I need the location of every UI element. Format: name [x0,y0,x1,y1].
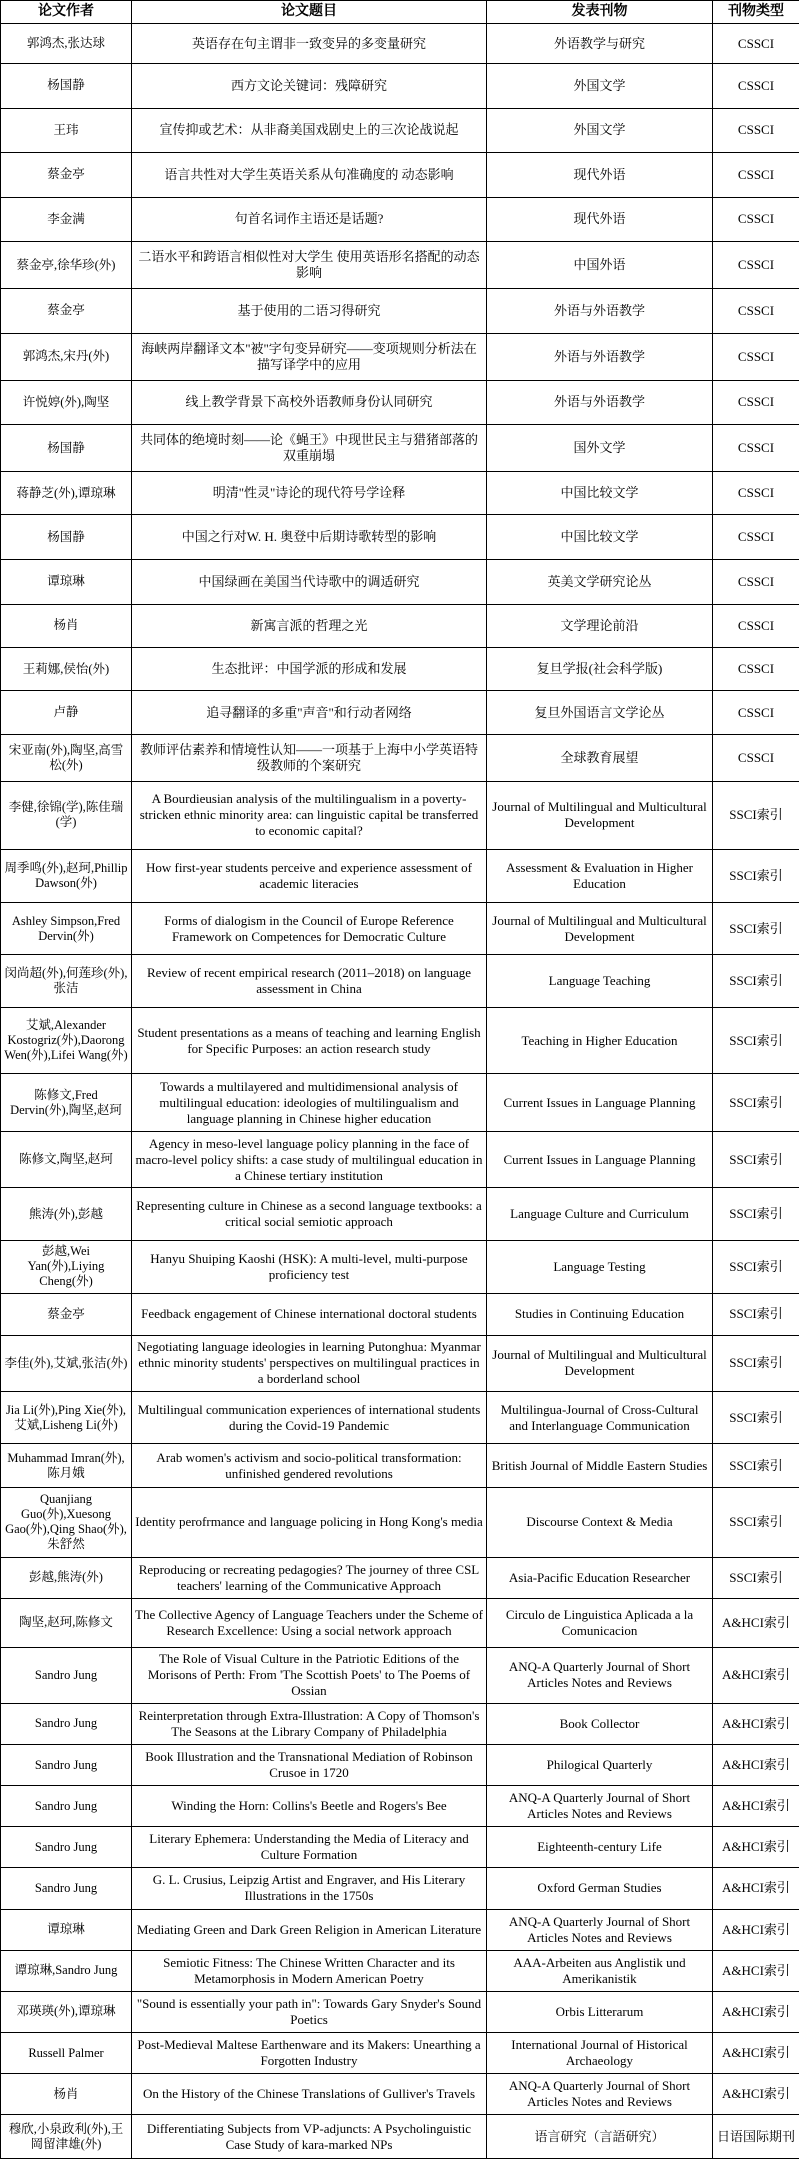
cell-title: The Collective Agency of Language Teachers under the Scheme of Research Excellence: Using a social network approach [132,1598,487,1647]
cell-type: CSSCI [713,64,799,109]
cell-type: CSSCI [713,471,799,514]
cell-journal: Current Issues in Language Planning [487,1074,713,1132]
cell-author: 许悦婷(外),陶坚 [1,380,132,425]
cell-author: 杨国静 [1,425,132,472]
cell-type: A&HCI索引 [713,1703,799,1744]
table-row [1,1991,799,2032]
table-row [1,515,799,560]
cell-journal: Current Issues in Language Planning [487,1132,713,1188]
table-row [1,289,799,334]
cell-author: Sandro Jung [1,1868,132,1909]
table-row [1,2074,799,2115]
table-row [1,197,799,242]
cell-type: A&HCI索引 [713,1868,799,1909]
cell-type: CSSCI [713,734,799,781]
cell-author: 蔡金亭,徐华珍(外) [1,242,132,289]
cell-author: 李佳(外),艾斌,张洁(外) [1,1335,132,1391]
header-author: 论文作者 [1,1,132,24]
cell-journal: 英美文学研究论丛 [487,559,713,604]
cell-author: 郭鸿杰,宋丹(外) [1,333,132,380]
table-row [1,333,799,380]
cell-type: A&HCI索引 [713,1827,799,1868]
cell-journal: Philogical Quarterly [487,1744,713,1785]
cell-type: CSSCI [713,153,799,198]
cell-author: 杨国静 [1,64,132,109]
cell-author: 蔡金亭 [1,289,132,334]
cell-journal: Language Teaching [487,955,713,1008]
cell-type: SSCI索引 [713,1074,799,1132]
cell-title: 教师评估素养和情境性认知——一项基于上海中小学英语特级教师的个案研究 [132,734,487,781]
cell-type: A&HCI索引 [713,1598,799,1647]
cell-journal: 语言研究（言語研究） [487,2115,713,2159]
cell-title: Differentiating Subjects from VP-adjuncts: A Psycholinguistic Case Study of kara-marked NPs [132,2115,487,2159]
cell-type: SSCI索引 [713,1188,799,1241]
header-row [1,1,799,24]
cell-title: Negotiating language ideologies in learning Putonghua: Myanmar ethnic minority students' perspectives on multilingual practices in a borderland school [132,1335,487,1391]
cell-type: CSSCI [713,559,799,604]
cell-type: CSSCI [713,242,799,289]
cell-author: 王玮 [1,108,132,153]
cell-author: 谭琼琳,Sandro Jung [1,1950,132,1991]
cell-title: G. L. Crusius, Leipzig Artist and Engraver, and His Literary Illustrations in the 1750s [132,1868,487,1909]
cell-type: SSCI索引 [713,1007,799,1073]
cell-type: CSSCI [713,515,799,560]
cell-type: CSSCI [713,333,799,380]
cell-author: 陈修文,陶坚,赵珂 [1,1132,132,1188]
cell-journal: International Journal of Historical Archaeology [487,2032,713,2073]
cell-title: 追寻翻译的多重"声音"和行动者网络 [132,691,487,734]
cell-title: Book Illustration and the Transnational Mediation of Robinson Crusoe in 1720 [132,1744,487,1785]
cell-title: Agency in meso-level language policy planning in the face of macro-level policy shifts: a case study of multilingual education in a Chinese tertiary institution [132,1132,487,1188]
cell-type: SSCI索引 [713,1293,799,1335]
cell-title: Student presentations as a means of teaching and learning English for Specific Purposes: an action research study [132,1007,487,1073]
cell-type: SSCI索引 [713,850,799,903]
header-type: 刊物类型 [713,1,799,24]
table-row [1,1598,799,1647]
cell-title: 线上教学背景下高校外语教师身份认同研究 [132,380,487,425]
cell-journal: 全球教育展望 [487,734,713,781]
cell-journal: ANQ-A Quarterly Journal of Short Articles Notes and Reviews [487,1647,713,1703]
cell-journal: 外国文学 [487,108,713,153]
cell-author: Ashley Simpson,Fred Dervin(外) [1,902,132,955]
cell-title: Review of recent empirical research (2011–2018) on language assessment in China [132,955,487,1008]
cell-journal: Journal of Multilingual and Multicultural Development [487,902,713,955]
table-row [1,1074,799,1132]
cell-type: SSCI索引 [713,1557,799,1598]
cell-journal: Studies in Continuing Education [487,1293,713,1335]
cell-type: A&HCI索引 [713,1744,799,1785]
cell-type: SSCI索引 [713,955,799,1008]
cell-author: Quanjiang Guo(外),Xuesong Gao(外),Qing Shao(外),朱舒然 [1,1487,132,1557]
cell-journal: 中国比较文学 [487,471,713,514]
table-row [1,1868,799,1909]
cell-title: Identity perofrmance and language policing in Hong Kong's media [132,1487,487,1557]
cell-title: Towards a multilayered and multidimensional analysis of multilingual education: ideologies of multilingualism and language planning in Chinese higher education [132,1074,487,1132]
cell-title: Semiotic Fitness: The Chinese Written Character and its Metamorphosis in Modern American Poetry [132,1950,487,1991]
cell-title: 宣传抑或艺术：从非裔美国戏剧史上的三次论战说起 [132,108,487,153]
cell-type: SSCI索引 [713,1241,799,1294]
cell-title: 英语存在句主谓非一致变异的多变量研究 [132,24,487,64]
cell-author: Sandro Jung [1,1647,132,1703]
cell-title: Literary Ephemera: Understanding the Media of Literacy and Culture Formation [132,1827,487,1868]
cell-title: Reinterpretation through Extra-Illustration: A Copy of Thomson's The Seasons at the Library Company of Philadelphia [132,1703,487,1744]
cell-title: 共同体的绝境时刻——论《蝇王》中现世民主与猎猪部落的双重崩塌 [132,425,487,472]
cell-author: 谭琼琳 [1,1909,132,1950]
cell-title: 明清"性灵"诗论的现代符号学诠释 [132,471,487,514]
table-row [1,1909,799,1950]
cell-type: SSCI索引 [713,902,799,955]
cell-author: Sandro Jung [1,1827,132,1868]
cell-title: Reproducing or recreating pedagogies? The journey of three CSL teachers' learning of the Communicative Approach [132,1557,487,1598]
table-row [1,1444,799,1487]
cell-title: 语言共性对大学生英语关系从句准确度的 动态影响 [132,153,487,198]
cell-journal: Book Collector [487,1703,713,1744]
cell-type: CSSCI [713,604,799,647]
cell-type: 日语国际期刊 [713,2115,799,2159]
cell-title: 生态批评：中国学派的形成和发展 [132,647,487,690]
table-row [1,153,799,198]
cell-title: Post-Medieval Maltese Earthenware and its Makers: Unearthing a Forgotten Industry [132,2032,487,2073]
table-row [1,380,799,425]
cell-journal: Language Testing [487,1241,713,1294]
cell-author: 彭越,熊涛(外) [1,1557,132,1598]
cell-journal: Asia-Pacific Education Researcher [487,1557,713,1598]
table-row [1,1132,799,1188]
cell-type: SSCI索引 [713,1132,799,1188]
table-row [1,1241,799,1294]
table-row [1,902,799,955]
table-body [1,24,799,2159]
table-row [1,1827,799,1868]
cell-author: 陈修文,Fred Dervin(外),陶坚,赵珂 [1,1074,132,1132]
cell-title: A Bourdieusian analysis of the multilingualism in a poverty-stricken ethnic minority area: can linguistic capital be transferred to economic capital? [132,781,487,850]
table-row [1,1647,799,1703]
cell-author: 熊涛(外),彭越 [1,1188,132,1241]
cell-title: Winding the Horn: Collins's Beetle and Rogers's Bee [132,1786,487,1827]
cell-author: 穆欣,小泉政利(外),王岡留津雄(外) [1,2115,132,2159]
cell-author: 郭鸿杰,张达球 [1,24,132,64]
cell-type: CSSCI [713,647,799,690]
cell-type: SSCI索引 [713,1487,799,1557]
table-row [1,425,799,472]
cell-journal: 中国比较文学 [487,515,713,560]
cell-author: 李健,徐锦(学),陈佳瑞(学) [1,781,132,850]
cell-journal: AAA-Arbeiten aus Anglistik und Amerikanistik [487,1950,713,1991]
table-row [1,1293,799,1335]
cell-journal: Orbis Litterarum [487,1991,713,2032]
cell-title: Multilingual communication experiences of international students during the Covid-19 Pandemic [132,1391,487,1444]
table-row [1,1335,799,1391]
cell-author: Muhammad Imran(外),陈月娥 [1,1444,132,1487]
cell-journal: 外国文学 [487,64,713,109]
table-row [1,734,799,781]
cell-type: CSSCI [713,380,799,425]
table-row [1,471,799,514]
cell-journal: 外语与外语教学 [487,333,713,380]
cell-journal: British Journal of Middle Eastern Studies [487,1444,713,1487]
cell-type: A&HCI索引 [713,1786,799,1827]
cell-author: 杨肖 [1,2074,132,2115]
cell-title: How first-year students perceive and experience assessment of academic literacies [132,850,487,903]
table-row [1,647,799,690]
cell-author: 彭越,Wei Yan(外),Liying Cheng(外) [1,1241,132,1294]
cell-author: Russell Palmer [1,2032,132,2073]
cell-type: SSCI索引 [713,781,799,850]
cell-journal: 中国外语 [487,242,713,289]
cell-journal: Discourse Context & Media [487,1487,713,1557]
cell-type: A&HCI索引 [713,1991,799,2032]
cell-type: CSSCI [713,197,799,242]
table-row [1,1786,799,1827]
cell-title: 中国之行对W. H. 奥登中后期诗歌转型的影响 [132,515,487,560]
table-row [1,24,799,64]
cell-journal: 国外文学 [487,425,713,472]
cell-author: 蔡金亭 [1,153,132,198]
cell-type: CSSCI [713,425,799,472]
cell-title: Forms of dialogism in the Council of Europe Reference Framework on Competences for Democratic Culture [132,902,487,955]
cell-author: 杨国静 [1,515,132,560]
cell-type: A&HCI索引 [713,1950,799,1991]
cell-author: 王莉娜,侯怡(外) [1,647,132,690]
cell-author: 卢静 [1,691,132,734]
cell-type: CSSCI [713,289,799,334]
cell-title: 海峡两岸翻译文本"被"字句变异研究——变项规则分析法在描写译学中的应用 [132,333,487,380]
table-row [1,1391,799,1444]
cell-author: Sandro Jung [1,1786,132,1827]
cell-journal: 复旦外国语言文学论丛 [487,691,713,734]
cell-title: Representing culture in Chinese as a second language textbooks: a critical social semiotic approach [132,1188,487,1241]
table-row [1,1950,799,1991]
cell-author: Sandro Jung [1,1703,132,1744]
cell-author: 李金满 [1,197,132,242]
cell-type: A&HCI索引 [713,2074,799,2115]
cell-title: Arab women's activism and socio-political transformation: unfinished gendered revolutions [132,1444,487,1487]
table-row [1,850,799,903]
cell-journal: Journal of Multilingual and Multicultural Development [487,1335,713,1391]
table-row [1,604,799,647]
cell-author: 陶坚,赵珂,陈修文 [1,1598,132,1647]
cell-type: CSSCI [713,24,799,64]
cell-journal: 外语与外语教学 [487,289,713,334]
cell-title: 句首名词作主语还是话题? [132,197,487,242]
cell-journal: 现代外语 [487,153,713,198]
cell-journal: Assessment & Evaluation in Higher Education [487,850,713,903]
cell-journal: 现代外语 [487,197,713,242]
cell-title: 二语水平和跨语言相似性对大学生 使用英语形名搭配的动态影响 [132,242,487,289]
cell-title: 基于使用的二语习得研究 [132,289,487,334]
cell-type: CSSCI [713,108,799,153]
table-row [1,781,799,850]
cell-journal: 复旦学报(社会科学版) [487,647,713,690]
cell-title: On the History of the Chinese Translations of Gulliver's Travels [132,2074,487,2115]
cell-journal: 文学理论前沿 [487,604,713,647]
cell-type: A&HCI索引 [713,1647,799,1703]
cell-title: "Sound is essentially your path in": Towards Gary Snyder's Sound Poetics [132,1991,487,2032]
cell-journal: Language Culture and Curriculum [487,1188,713,1241]
cell-title: The Role of Visual Culture in the Patriotic Editions of the Morisons of Perth: From 'The Scottish Poets' to The Poems of Ossian [132,1647,487,1703]
cell-title: Feedback engagement of Chinese international doctoral students [132,1293,487,1335]
header-journal: 发表刊物 [487,1,713,24]
table-row [1,955,799,1008]
cell-journal: Journal of Multilingual and Multicultural Development [487,781,713,850]
cell-author: Sandro Jung [1,1744,132,1785]
cell-type: SSCI索引 [713,1444,799,1487]
cell-journal: ANQ-A Quarterly Journal of Short Articles Notes and Reviews [487,1909,713,1950]
cell-author: Jia Li(外),Ping Xie(外),艾斌,Lisheng Li(外) [1,1391,132,1444]
table-row [1,1007,799,1073]
cell-author: 闵尚超(外),何莲珍(外),张洁 [1,955,132,1008]
cell-type: A&HCI索引 [713,2032,799,2073]
cell-journal: Oxford German Studies [487,1868,713,1909]
cell-author: 谭琼琳 [1,559,132,604]
cell-type: SSCI索引 [713,1391,799,1444]
cell-journal: 外语与外语教学 [487,380,713,425]
cell-journal: Circulo de Linguistica Aplicada a la Comunicacion [487,1598,713,1647]
cell-journal: ANQ-A Quarterly Journal of Short Articles Notes and Reviews [487,2074,713,2115]
table-row [1,691,799,734]
table-row [1,108,799,153]
cell-journal: Multilingua-Journal of Cross-Cultural and Interlanguage Communication [487,1391,713,1444]
cell-title: 新寓言派的哲理之光 [132,604,487,647]
cell-journal: Eighteenth-century Life [487,1827,713,1868]
table-row [1,1744,799,1785]
table-row [1,1188,799,1241]
cell-author: 艾斌,Alexander Kostogriz(外),Daorong Wen(外),Lifei Wang(外) [1,1007,132,1073]
cell-author: 蒋静芝(外),谭琼琳 [1,471,132,514]
cell-type: SSCI索引 [713,1335,799,1391]
table-row [1,559,799,604]
header-title: 论文题目 [132,1,487,24]
cell-title: 西方文论关键词：残障研究 [132,64,487,109]
table-row [1,1487,799,1557]
cell-title: 中国绿画在美国当代诗歌中的调适研究 [132,559,487,604]
table-row [1,2115,799,2159]
cell-type: A&HCI索引 [713,1909,799,1950]
table-row [1,242,799,289]
cell-title: Mediating Green and Dark Green Religion in American Literature [132,1909,487,1950]
cell-journal: 外语教学与研究 [487,24,713,64]
table-row [1,64,799,109]
cell-author: 蔡金亭 [1,1293,132,1335]
table-row [1,1557,799,1598]
cell-title: Hanyu Shuiping Kaoshi (HSK): A multi-level, multi-purpose proficiency test [132,1241,487,1294]
cell-author: 宋亚南(外),陶坚,高雪松(外) [1,734,132,781]
cell-author: 周季鸣(外),赵珂,Phillip Dawson(外) [1,850,132,903]
cell-author: 邓瑛瑛(外),谭琼琳 [1,1991,132,2032]
cell-journal: Teaching in Higher Education [487,1007,713,1073]
cell-journal: ANQ-A Quarterly Journal of Short Articles Notes and Reviews [487,1786,713,1827]
table-row [1,2032,799,2073]
table-row [1,1703,799,1744]
cell-author: 杨肖 [1,604,132,647]
cell-type: CSSCI [713,691,799,734]
